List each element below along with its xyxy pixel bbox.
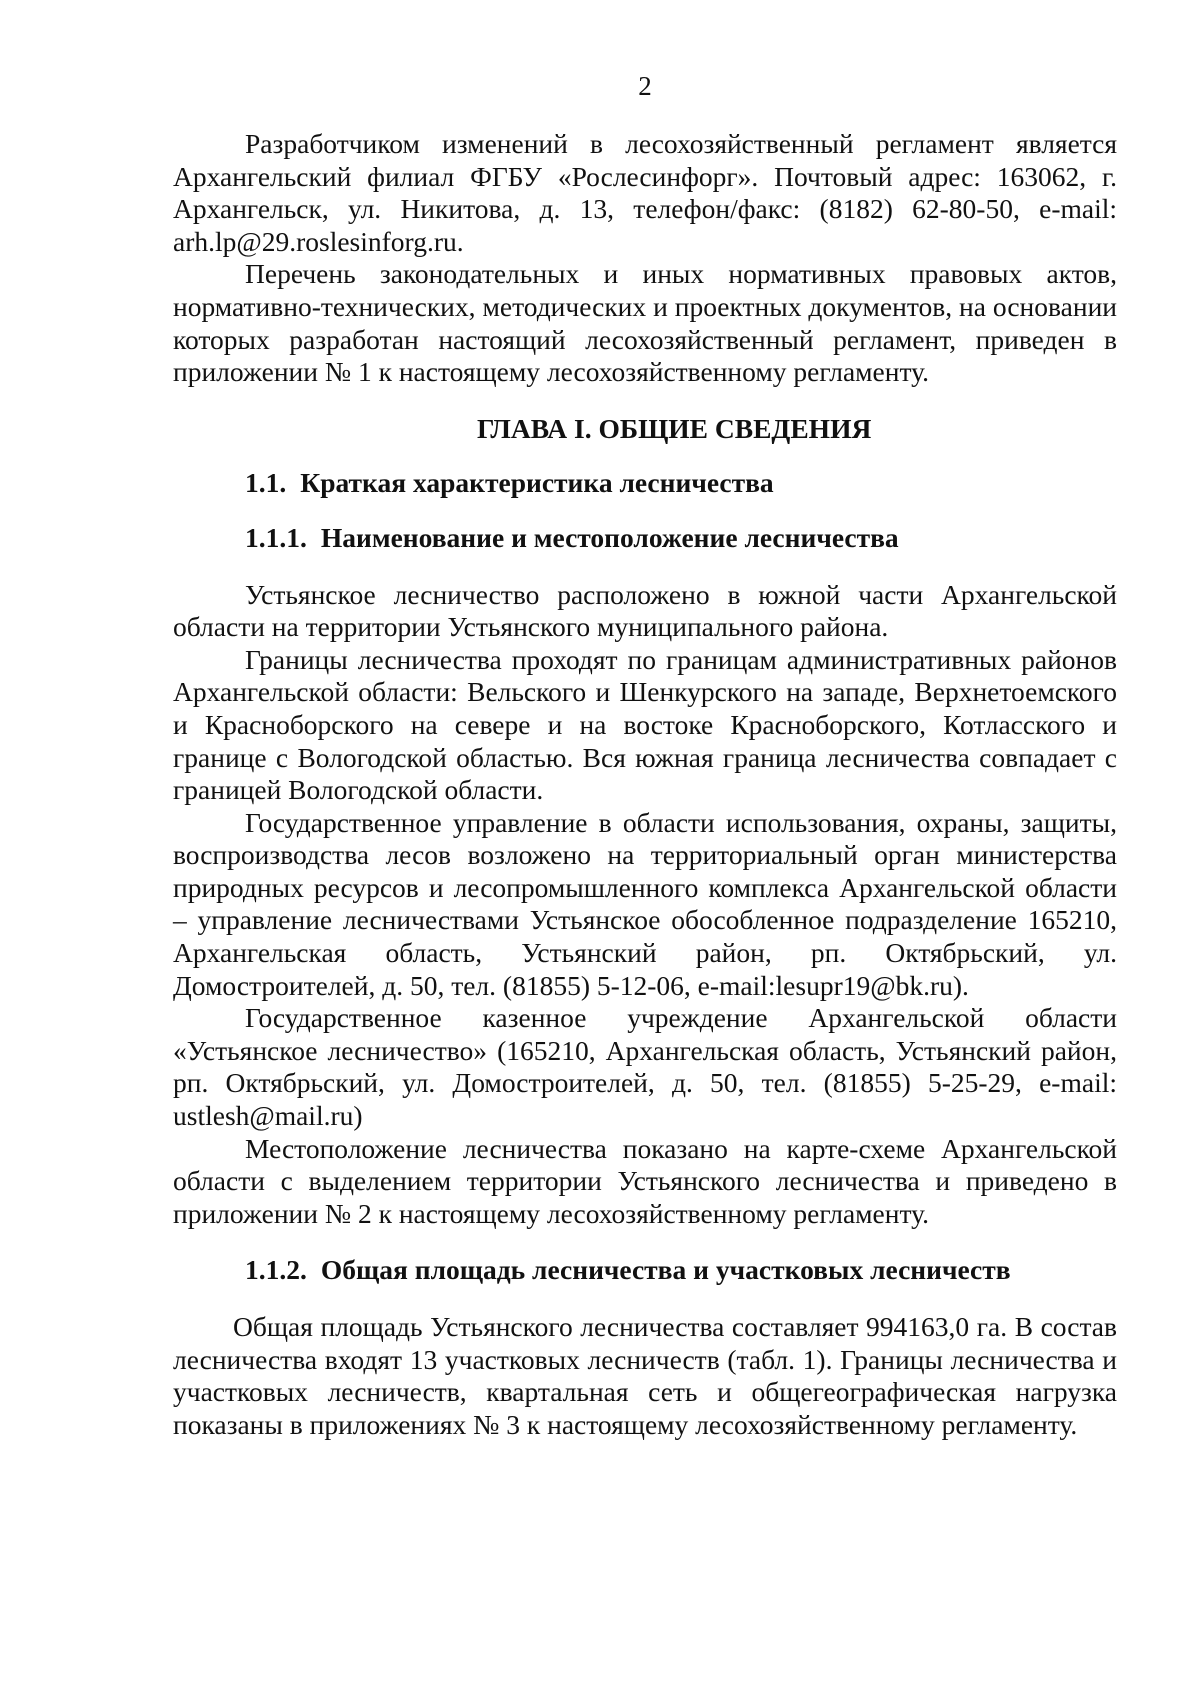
document-body	[173, 128, 1117, 1441]
section-title: Краткая характеристика лесничества	[300, 467, 774, 499]
section-heading-1-1-2	[173, 1254, 1117, 1287]
paragraph-developer: Разработчиком изменений в лесохозяйственный регламент является Архангельский филиал ФГБУ «Рослесинфорг». Почтовый адрес: 163062, г. Архангельск, ул. Никитова, д. 13, телефон/факс: (8182) 62-80-50, e-mail: arh.lp@29.roslesinforg.ru.	[173, 128, 1117, 257]
section-title: Наименование и местоположение лесничества	[320, 521, 899, 553]
paragraph-boundaries: Границы лесничества проходят по границам административных районов Архангельской области: Вельского и Шенкурского на западе, Верхнетоемского и Красноборского на севере и на востоке Красноборского, Котласского и границе с Вологодской областью. Вся южная граница лесничества совпадает с границей Вологодской области.	[173, 643, 1117, 806]
paragraph-map-location: Местоположение лесничества показано на карте-схеме Архангельской области с выделением территории Устьянского лесничества и приведено в приложении № 2 к настоящему лесохозяйственному регламенту.	[173, 1132, 1117, 1229]
paragraph-legal-acts: Перечень законодательных и иных нормативных правовых актов, нормативно-технических, методических и проектных документов, на основании которых разработан настоящий лесохозяйственный регламент, приведен в приложении № 1 к настоящему лесохозяйственному регламенту.	[173, 258, 1117, 388]
page-number: 2	[638, 71, 652, 101]
section-number: 1.1.	[245, 467, 287, 499]
section-heading-1-1	[173, 467, 1117, 500]
paragraph-location: Устьянское лесничество расположено в южной части Архангельской области на территории Устьянского муниципального района.	[173, 578, 1117, 643]
chapter-title: ГЛАВА I. ОБЩИЕ СВЕДЕНИЯ	[477, 412, 872, 444]
section-number: 1.1.1.	[245, 521, 307, 553]
paragraph-total-area: Общая площадь Устьянского лесничества составляет 994163,0 га. В состав лесничества входят 13 участковых лесничеств (табл. 1). Границы лесничества и участковых лесничеств, квартальная сеть и общегеографическая нагрузка показаны в приложениях № 3 к настоящему лесохозяйственному регламенту.	[173, 1311, 1117, 1440]
paragraph-state-management: Государственное управление в области использования, охраны, защиты, воспроизводства лесов возложено на территориальный орган министерства природных ресурсов и лесопромышленного комплекса Архангельской области – управление лесничествами Устьянское обособленное подразделение 165210, Архангельская область, Устьянский район, рп. Октябрьский, ул. Домостроителей, д. 50, тел. (81855) 5-12-06, e-mail:lesupr19@bk.ru).	[173, 806, 1117, 1001]
section-heading-1-1-1	[173, 522, 1117, 555]
paragraph-state-institution: Государственное казенное учреждение Архангельской области «Устьянское лесничество» (165210, Архангельская область, Устьянский район, рп. Октябрьский, ул. Домостроителей, д. 50, тел. (81855) 5-25-29, e-mail: ustlesh@mail.ru)	[173, 1002, 1117, 1132]
section-title: Общая площадь лесничества и участковых лесничеств	[320, 1254, 1011, 1286]
section-number: 1.1.2.	[245, 1254, 307, 1286]
